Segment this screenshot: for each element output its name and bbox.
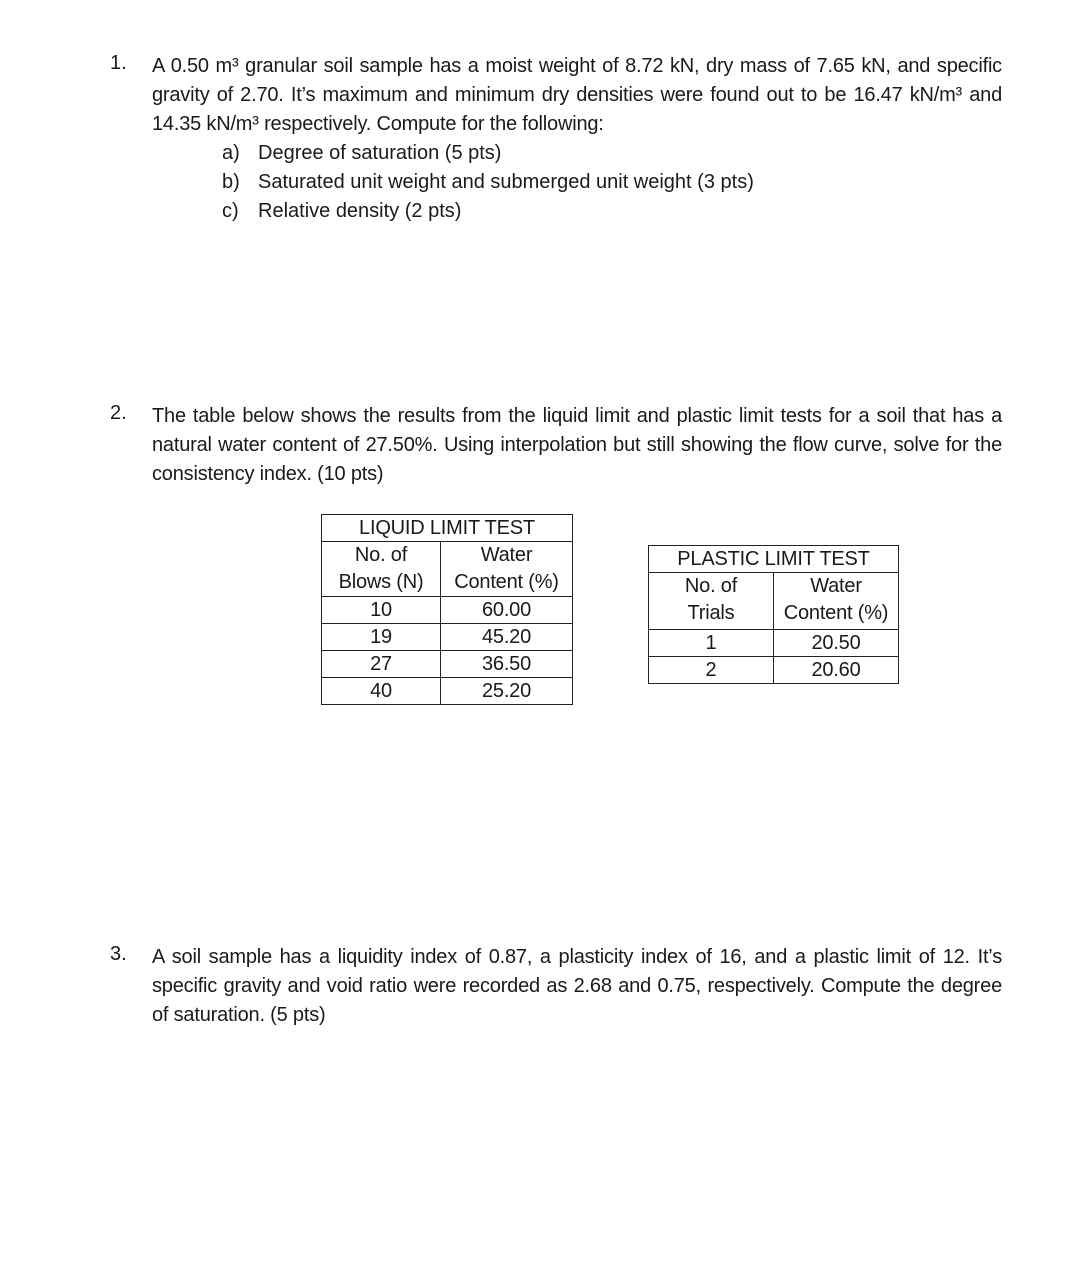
sub-question-a <box>222 139 1002 168</box>
cell-blows: 40 <box>322 678 441 705</box>
cell-blows: 19 <box>322 624 441 651</box>
cell-blows: 10 <box>322 597 441 624</box>
column-header-water-content <box>441 542 573 597</box>
cell-blows: 27 <box>322 651 441 678</box>
column-header-line: No. of <box>354 544 408 566</box>
table-row <box>649 630 899 657</box>
plastic-limit-table <box>648 545 899 684</box>
sub-question-label: c) <box>222 200 239 222</box>
question-3 <box>110 943 1002 1030</box>
question-1 <box>110 52 1002 226</box>
cell-water-content: 36.50 <box>441 651 573 678</box>
sub-question-label: b) <box>222 171 240 193</box>
question-number: 3. <box>110 943 127 965</box>
sub-question-list <box>222 139 1002 226</box>
sub-question-label: a) <box>222 142 240 164</box>
table-row <box>322 651 573 678</box>
column-header-line: Water <box>480 544 533 566</box>
table-row <box>322 597 573 624</box>
column-header-line: Blows (N) <box>338 571 424 593</box>
column-header-line: Water <box>810 575 862 597</box>
sub-question-text: Degree of saturation (5 pts) <box>258 142 502 164</box>
question-text: The table below shows the results from the liquid limit and plastic limit tests for a soil that has a natural water content of 27.50%. Using interpolation but still showing the flow curve, solve for the consistency index. (10 pts) <box>152 405 1002 485</box>
question-number: 2. <box>110 402 127 424</box>
column-header-line: Content (%) <box>454 571 559 593</box>
question-2 <box>110 402 1002 489</box>
table-row <box>322 678 573 705</box>
column-header-blows <box>322 542 441 597</box>
table-title: LIQUID LIMIT TEST <box>322 515 573 542</box>
column-header-water-content <box>774 573 899 630</box>
sub-question-text: Saturated unit weight and submerged unit weight (3 pts) <box>258 171 754 193</box>
cell-trial: 1 <box>649 630 774 657</box>
cell-water-content: 25.20 <box>441 678 573 705</box>
column-header-line: Trials <box>687 602 735 624</box>
cell-trial: 2 <box>649 657 774 684</box>
question-text: A 0.50 m³ granular soil sample has a moist weight of 8.72 kN, dry mass of 7.65 kN, and specific gravity of 2.70. It’s maximum and minimum dry densities were found out to be 16.47 kN/m³ and 14.35 kN/m³ respectively. Compute for the following: <box>152 55 1002 135</box>
sub-question-b <box>222 168 1002 197</box>
liquid-limit-table <box>321 514 573 705</box>
column-header-line: No. of <box>684 575 738 597</box>
question-number: 1. <box>110 52 127 74</box>
sub-question-c <box>222 197 1002 226</box>
column-header-trials <box>649 573 774 630</box>
cell-water-content: 20.50 <box>774 630 899 657</box>
table-row <box>649 657 899 684</box>
cell-water-content: 20.60 <box>774 657 899 684</box>
question-text: A soil sample has a liquidity index of 0.87, a plasticity index of 16, and a plastic limit of 12. It’s specific gravity and void ratio were recorded as 2.68 and 0.75, respectively. Compute the degree of saturation. (5 pts) <box>152 946 1002 1026</box>
table-row <box>322 624 573 651</box>
cell-water-content: 60.00 <box>441 597 573 624</box>
column-header-line: Content (%) <box>783 602 889 624</box>
table-title: PLASTIC LIMIT TEST <box>649 546 899 573</box>
sub-question-text: Relative density (2 pts) <box>258 200 462 222</box>
cell-water-content: 45.20 <box>441 624 573 651</box>
